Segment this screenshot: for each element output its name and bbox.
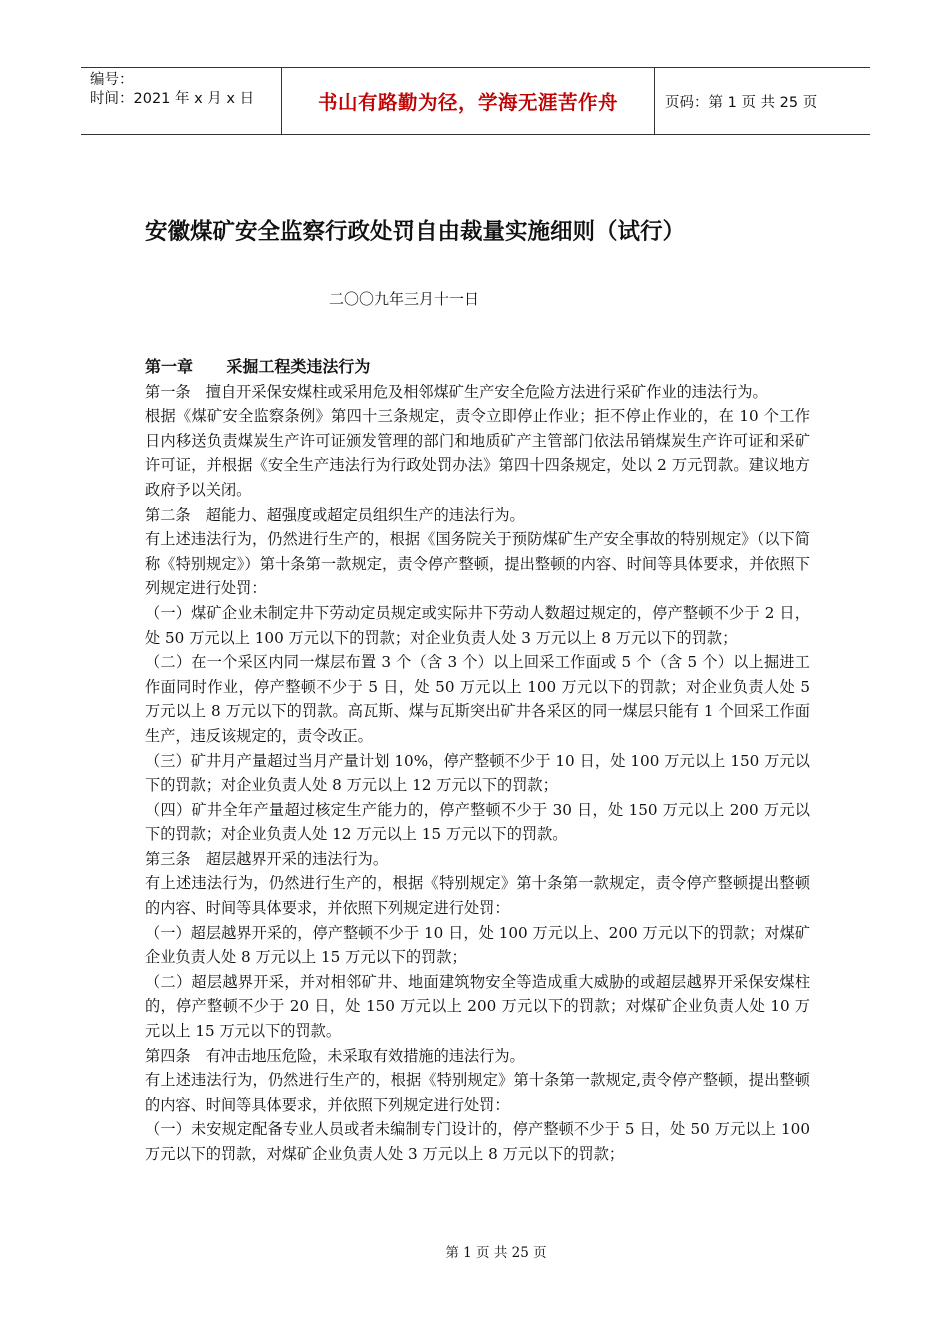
paragraph: 第二条 超能力、超强度或超定员组织生产的违法行为。 [145,505,525,524]
header-meta [81,68,282,134]
paragraph: （二）在一个采区内同一煤层布置 3 个（含 3 个）以上回采工作面或 5 个（含 5 个）以上掘进工作面同时作业，停产整顿不少于 5 日，处 50 万元以上 100 万元以下的罚款；对企业负责人处 5 万元以上 8 万元以下的罚款。高瓦斯、煤与瓦斯突出矿井各采区的同一煤层只能有 1 个回采工作面生产，违反该规定的，责令改正。 [145,653,810,745]
paragraph: 有上述违法行为，仍然进行生产的，根据《特别规定》第十条第一款规定,责令停产整顿，提出整顿的内容、时间等具体要求，并依照下列规定进行处罚： [145,1071,810,1114]
document-number-label: 编号： [90,72,134,88]
page-header [81,67,870,135]
paragraph: 第一条 擅自开采保安煤柱或采用危及相邻煤矿生产安全危险方法进行采矿作业的违法行为。 [145,382,768,401]
header-motto: 书山有路勤为径，学海无涯苦作舟 [282,68,655,134]
paragraph: 第四条 有冲击地压危险，未采取有效措施的违法行为。 [145,1046,525,1065]
document-title: 安徽煤矿安全监察行政处罚自由裁量实施细则（试行） [145,219,686,245]
page-footer: 第 1 页 共 25 页 [445,1245,547,1261]
paragraph: （二）超层越界开采，并对相邻矿井、地面建筑物安全等造成重大威胁的或超层越界开采保安煤柱的，停产整顿不少于 20 日，处 150 万元以上 200 万元以下的罚款；对煤矿企业负责人处 10 万元以上 15 万元以下的罚款。 [145,972,810,1041]
document-body [145,355,810,1167]
chapter-heading: 第一章 采掘工程类违法行为 [145,357,371,376]
paragraph: 第三条 超层越界开采的违法行为。 [145,849,388,868]
paragraph: （一）煤矿企业未制定井下劳动定员规定或实际井下劳动人数超过规定的，停产整顿不少于 2 日，处 50 万元以上 100 万元以下的罚款；对企业负责人处 3 万元以上 8 万元以下的罚款； [145,603,810,647]
paragraph: 有上述违法行为，仍然进行生产的，根据《国务院关于预防煤矿生产安全事故的特别规定》（以下简称《特别规定》）第十条第一款规定，责令停产整顿，提出整顿的内容、时间等具体要求，并依照下列规定进行处罚： [145,530,810,598]
paragraph: （三）矿井月产量超过当月产量计划 10%，停产整顿不少于 10 日，处 100 万元以上 150 万元以下的罚款；对企业负责人处 8 万元以上 12 万元以下的罚款； [145,751,810,795]
paragraph: （一）超层越界开采的，停产整顿不少于 10 日，处 100 万元以上、200 万元以下的罚款；对煤矿企业负责人处 8 万元以上 15 万元以下的罚款； [145,923,810,967]
header-page-number: 页码：第 1 页 共 25 页 [665,94,818,111]
paragraph: 有上述违法行为，仍然进行生产的，根据《特别规定》第十条第一款规定，责令停产整顿提出整顿的内容、时间等具体要求，并依照下列规定进行处罚： [145,874,810,918]
paragraph: （四）矿井全年产量超过核定生产能力的，停产整顿不少于 30 日，处 150 万元以上 200 万元以下的罚款；对企业负责人处 12 万元以上 15 万元以下的罚款。 [145,800,810,844]
document-time-label: 时间：2021 年 x 月 x 日 [90,91,255,107]
paragraph: 根据《煤矿安全监察条例》第四十三条规定，责令立即停止作业；拒不停止作业的，在 10 个工作日内移送负责煤炭生产许可证颁发管理的部门和地质矿产主管部门依法吊销煤炭生产许可证和采矿许可证，并根据《安全生产违法行为行政处罚办法》第四十四条规定，处以 2 万元罚款。建议地方政府予以关闭。 [145,407,810,499]
paragraph: （一）未安规定配备专业人员或者未编制专门设计的，停产整顿不少于 5 日，处 50 万元以上 100 万元以下的罚款，对煤矿企业负责人处 3 万元以上 8 万元以下的罚款； [145,1120,810,1163]
document-date: 二〇〇九年三月十一日 [329,290,480,308]
